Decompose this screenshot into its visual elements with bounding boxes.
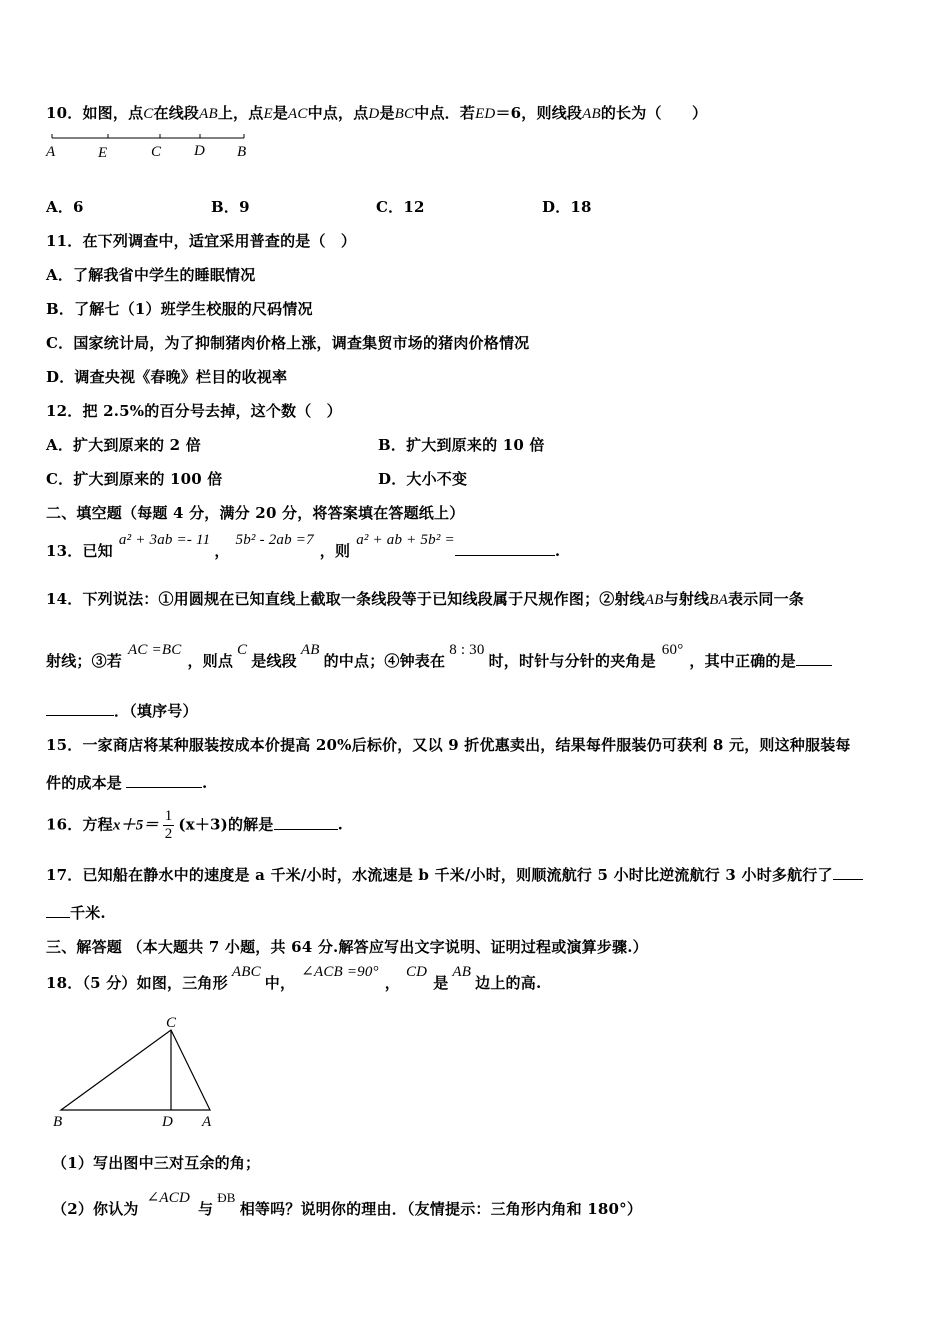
q16-stem: 16．方程x＋5＝ $\frac{1}{2}$ (x＋3)的解是 . <box>46 808 344 842</box>
q10-option-c: C．12 <box>376 198 425 216</box>
q11-option-a: A．了解我省中学生的睡眠情况 <box>46 266 256 284</box>
label-b: B <box>237 144 247 160</box>
q10-segment-diagram <box>40 128 260 164</box>
q12-option-c: C．扩大到原来的 100 倍 <box>46 470 223 488</box>
label-e: E <box>98 145 108 161</box>
q18-triangle-diagram <box>40 1010 240 1135</box>
q13-answer-blank[interactable] <box>455 541 555 556</box>
label-c: C <box>166 1015 177 1031</box>
q10-option-d: D．18 <box>542 198 592 216</box>
label-d: D <box>162 1114 173 1130</box>
q13-stem: 13．已知a² + 3ab =- 11，5b² - 2ab =7，则a² + ab + 5b² =. <box>46 532 561 560</box>
label-a: A <box>46 144 56 160</box>
q11-stem: 11．在下列调查中，适宜采用普查的是（ ） <box>46 232 357 250</box>
q14-answer-blank-cont[interactable] <box>46 701 114 716</box>
q16-fraction: $\frac{1}{2}$ <box>164 808 173 842</box>
q15-line2: 件的成本是 . <box>46 774 208 792</box>
q10-stem: 10．如图，点C在线段AB上，点E是AC中点，点D是BC中点．若ED＝6，则线段AB的长为（ ） <box>46 104 708 122</box>
q13-expr2: 5b² - 2ab =7 <box>235 532 314 548</box>
q18-stem: 18．（5 分）如图，三角形ABC中，∠ACB =90°，CD是AB边上的高. <box>46 964 542 992</box>
q13-expr1: a² + 3ab =- 11 <box>118 532 211 548</box>
q12-stem: 12．把 2.5%的百分号去掉，这个数（ ） <box>46 402 342 420</box>
q17-line1: 17．已知船在静水中的速度是 a 千米/小时，水流速是 b 千米/小时，则顺流航行 5 小时比逆流航行 3 小时多航行了 <box>46 864 863 885</box>
q15-answer-blank[interactable] <box>126 773 202 788</box>
q12-option-a: A．扩大到原来的 2 倍 <box>46 436 201 454</box>
q16-answer-blank[interactable] <box>274 815 338 830</box>
label-c: C <box>151 144 162 160</box>
q15-line1: 15．一家商店将某种服装按成本价提高 20%后标价，又以 9 折优惠卖出，结果每件服装仍可获利 8 元，则这种服装每 <box>46 736 851 754</box>
q11-option-c: C．国家统计局，为了抑制猪肉价格上涨，调查集贸市场的猪肉价格情况 <box>46 334 530 352</box>
section-3-heading: 三、解答题 （本大题共 7 小题，共 64 分.解答应写出文字说明、证明过程或演算步骤.） <box>46 938 648 956</box>
q10-option-a: A．6 <box>46 198 84 216</box>
q14-line3: ．（填序号） <box>46 700 198 721</box>
q17-line2: 千米. <box>46 902 106 923</box>
triangle-abc <box>61 1030 210 1110</box>
q18-part1: （1）写出图中三对互余的角； <box>52 1154 261 1172</box>
q14-line1: 14．下列说法：①用圆规在已知直线上截取一条线段等于已知线段属于尺规作图；②射线AB与射线BA表示同一条 <box>46 590 804 608</box>
q12-option-d: D．大小不变 <box>378 470 468 488</box>
label-d: D <box>194 143 205 159</box>
q17-answer-blank[interactable] <box>833 865 863 880</box>
q14-line2: 射线；③若AC =BC，则点C是线段AB的中点；④钟表在8 : 30时，时针与分针的夹角是60°，其中正确的是 <box>46 650 832 671</box>
q10-option-b: B．9 <box>211 198 250 216</box>
label-b: B <box>53 1114 63 1130</box>
q14-answer-blank[interactable] <box>796 651 832 666</box>
label-a: A <box>202 1114 212 1130</box>
q12-option-b: B．扩大到原来的 10 倍 <box>378 436 545 454</box>
q13-expr3: a² + ab + 5b² = <box>356 532 455 548</box>
q11-option-d: D．调查央视《春晚》栏目的收视率 <box>46 368 288 386</box>
q18-part2: （2）你认为∠ACD与ÐB相等吗？说明你的理由．（友情提示：三角形内角和 180°） <box>52 1190 643 1218</box>
q17-answer-blank-cont[interactable] <box>46 903 70 918</box>
q11-option-b: B．了解七（1）班学生校服的尺码情况 <box>46 300 313 318</box>
section-2-heading: 二、填空题（每题 4 分，满分 20 分，将答案填在答题纸上） <box>46 504 465 522</box>
